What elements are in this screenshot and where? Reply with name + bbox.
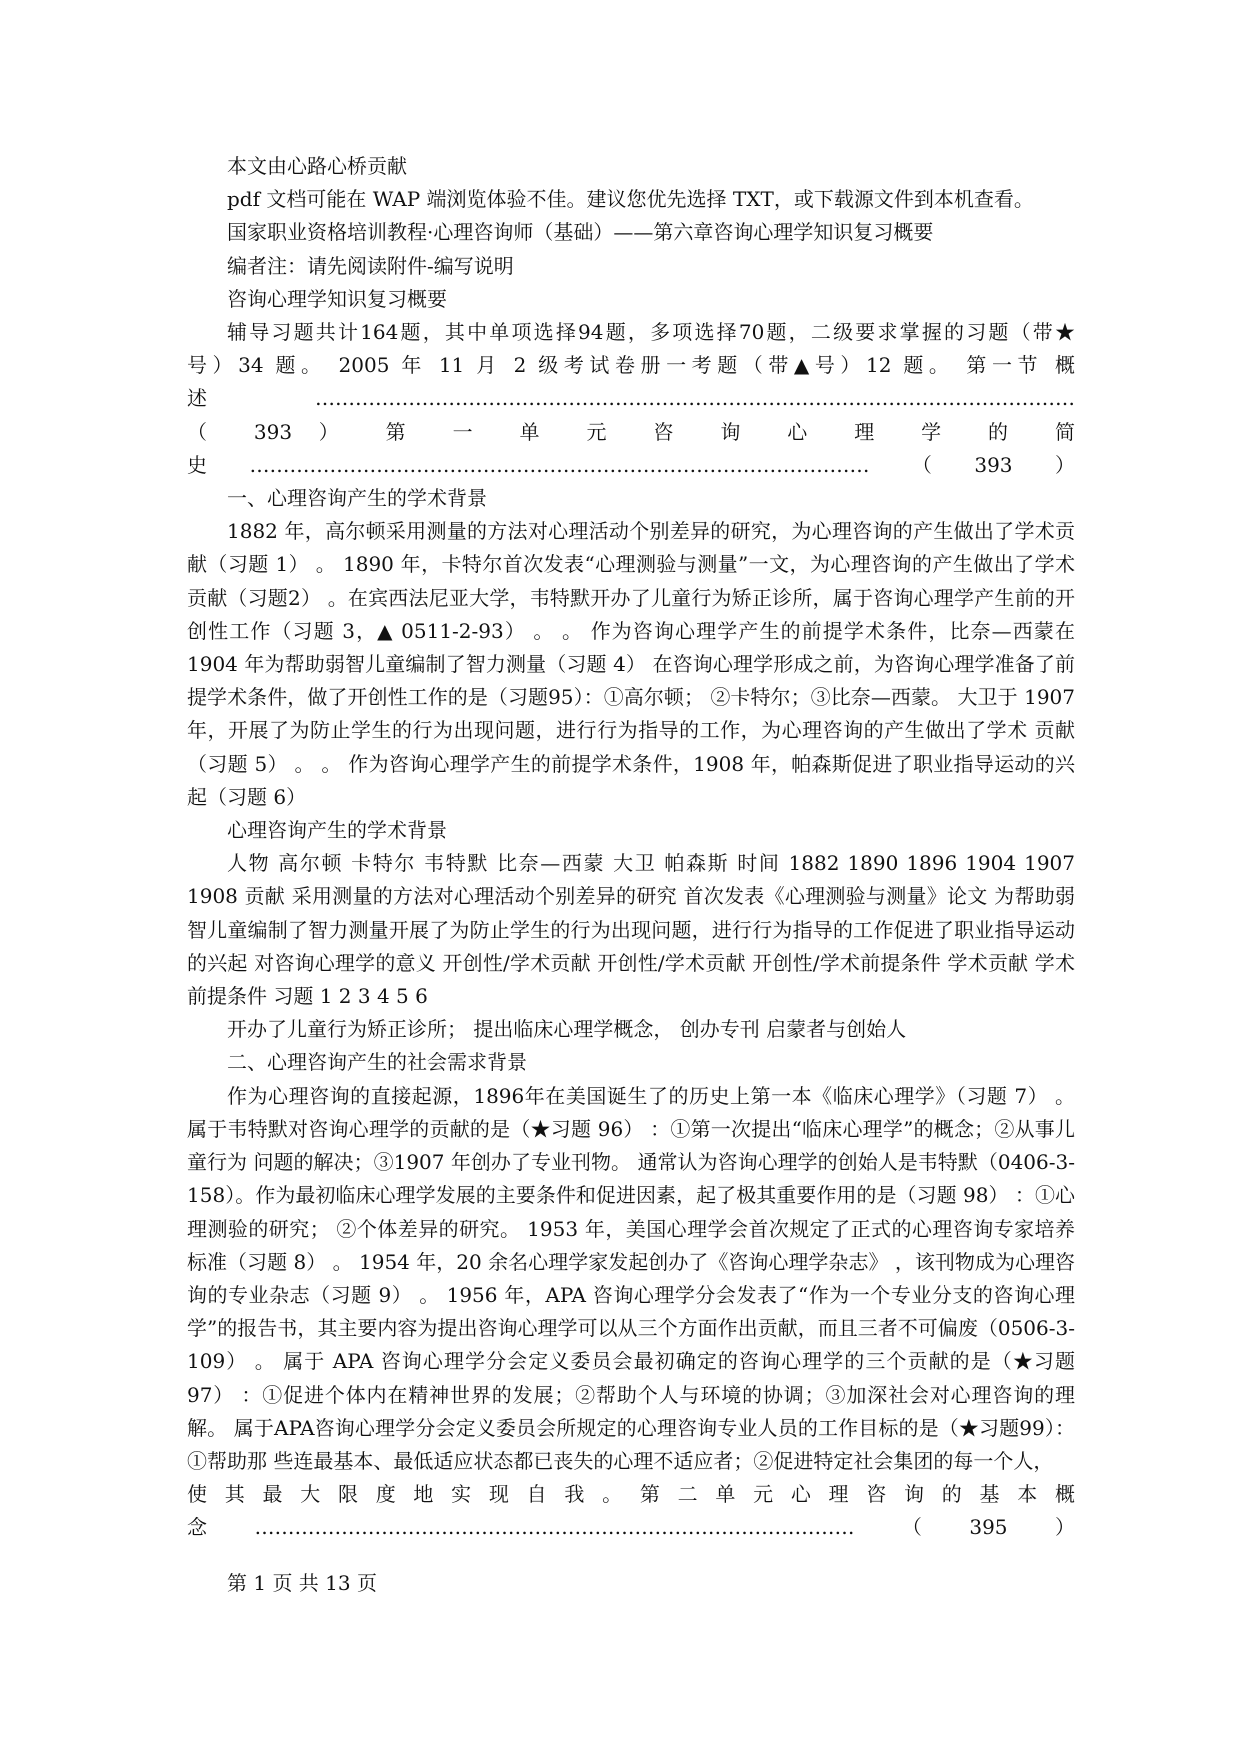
credit-line: 本文由心路心桥贡献 xyxy=(227,154,407,178)
page-body xyxy=(187,150,1075,1545)
heading-social-background: 二、心理咨询产生的社会需求背景 xyxy=(227,1050,527,1075)
paragraph-table-content: 人物 高尔顿 卡特尔 韦特默 比奈—西蒙 大卫 帕森斯 时间 1882 1890 1896 1904 1907 1908 贡献 采用测量的方法对心理活动个别差异的研究 首次发表《心理测验与测量》论文 为帮助弱智儿童编制了智力测量开展了为防止学生的行为出现问题，进行行为指导的工作促进了职业指导运动的兴起 对咨询心理学的意义 开创性/学术贡献 开创性/学术贡献 开创性/学术前提条件 学术贡献 学术前提条件 习题 1 2 3 4 5 6 xyxy=(187,851,1075,1009)
page-number-footer: 第 1 页 共 13 页 xyxy=(227,1571,377,1595)
editor-note: 编者注：请先阅读附件-编写说明 xyxy=(227,253,514,278)
course-title: 国家职业资格培训教程·心理咨询师（基础）——第六章咨询心理学知识复习概要 xyxy=(227,220,934,245)
paragraph-academic-background: 1882 年，高尔顿采用测量的方法对心理活动个别差异的研究，为心理咨询的产生做出了学术贡献（习题 1） 。 1890 年，卡特尔首次发表“心理测验与测量”一文，为心理咨询的产生做出了学术贡献（习题2） 。在宾西法尼亚大学，韦特默开办了儿童行为矫正诊所，属于咨询心理学产生前的开创性工作（习题 3，▲ 0511-2-93） 。 。 作为咨询心理学产生的前提学术条件，比奈—西蒙在 1904 年为帮助弱智儿童编制了智力测量（习题 4） 在咨询心理学形成之前，为咨询心理学准备了前提学术条件，做了开创性工作的是（习题95）：①高尔顿； ②卡特尔；③比奈—西蒙。 大卫于 1907 年，开展了为防止学生的行为出现问题，进行行为指导的工作，为心理咨询的产生做出了学术 贡献（习题 5） 。 。 作为咨询心理学产生的前提学术条件，1908 年，帕森斯促进了职业指导运动的兴起（习题 6） xyxy=(187,519,1075,809)
toc-line-unit-1-end: 史…………………………………………………………………………………（393） xyxy=(187,452,1075,477)
heading-academic-background: 一、心理咨询产生的学术背景 xyxy=(227,486,487,511)
toc-line-unit-2: 使 其 最 大 限 度 地 实 现 自 我 。 第 二 单 元 心 理 咨 询 的 基 本 概 xyxy=(187,1482,1075,1507)
heading-table-academic-background: 心理咨询产生的学术背景 xyxy=(227,818,447,843)
toc-line-unit-2-end: 念………………………………………………………………………………（395） xyxy=(187,1515,1075,1540)
format-notice: pdf 文档可能在 WAP 端浏览体验不佳。建议您优先选择 TXT，或下载源文件到本机查看。 xyxy=(227,187,1034,212)
paragraph-social-background: 作为心理咨询的直接起源，1896年在美国诞生了的历史上第一本《临床心理学》（习题 7） 。 属于韦特默对咨询心理学的贡献的是（★习题 96） ：①第一次提出“临床心理学”的概念；②从事儿童行为 问题的解决；③1907 年创办了专业刊物。 通常认为咨询心理学的创始人是韦特默（0406-3-158）。作为最初临床心理学发展的主要条件和促进因素，起了极其重要作用的是（习题 98） ：①心理测验的研究； ②个体差异的研究。 1953 年，美国心理学会首次规定了正式的心理咨询专家培养标准（习题 8） 。 1954 年，20 余名心理学家发起创办了《咨询心理学杂志》 ，该刊物成为心理咨询的专业杂志（习题 9） 。 1956 年，APA 咨询心理学分会发表了“作为一个专业分支的咨询心理学”的报告书，其主要内容为提出咨询心理学可以从三个方面作出贡献，而且三者不可偏废（0506-3-109） 。 属于 APA 咨询心理学分会定义委员会最初确定的咨询心理学的三个贡献的是（★习题 97） ：①促进个体内在精神世界的发展；②帮助个人与环境的协调；③加深社会对心理咨询的理解。 属于APA咨询心理学分会定义委员会所规定的心理咨询专业人员的工作目标的是（★习题99）：①帮助那 些连最基本、最低适应状态都已丧失的心理不适应者；②促进特定社会集团的每一个人， xyxy=(187,1083,1075,1473)
intro-line-1: 辅导习题共计164题，其中单项选择94题，多项选择70题，二级要求掌握的习题（带★ xyxy=(227,320,1075,345)
paragraph-table-content-2: 开办了儿童行为矫正诊所； 提出临床心理学概念， 创办专刊 启蒙者与创始人 xyxy=(227,1017,907,1042)
intro-line-2: 号）34 题。 2005 年 11 月 2 级考试卷册一考题（带▲号）12 题。 第一节 概 xyxy=(187,353,1075,378)
intro-block xyxy=(187,316,1075,482)
toc-line-section-1: 述…………………………………………………………………………………………………… xyxy=(187,386,1075,411)
section-title: 咨询心理学知识复习概要 xyxy=(227,286,447,311)
toc-line-unit-1: （ 393 ） 第 一 单 元 咨 询 心 理 学 的 简 xyxy=(187,419,1075,444)
